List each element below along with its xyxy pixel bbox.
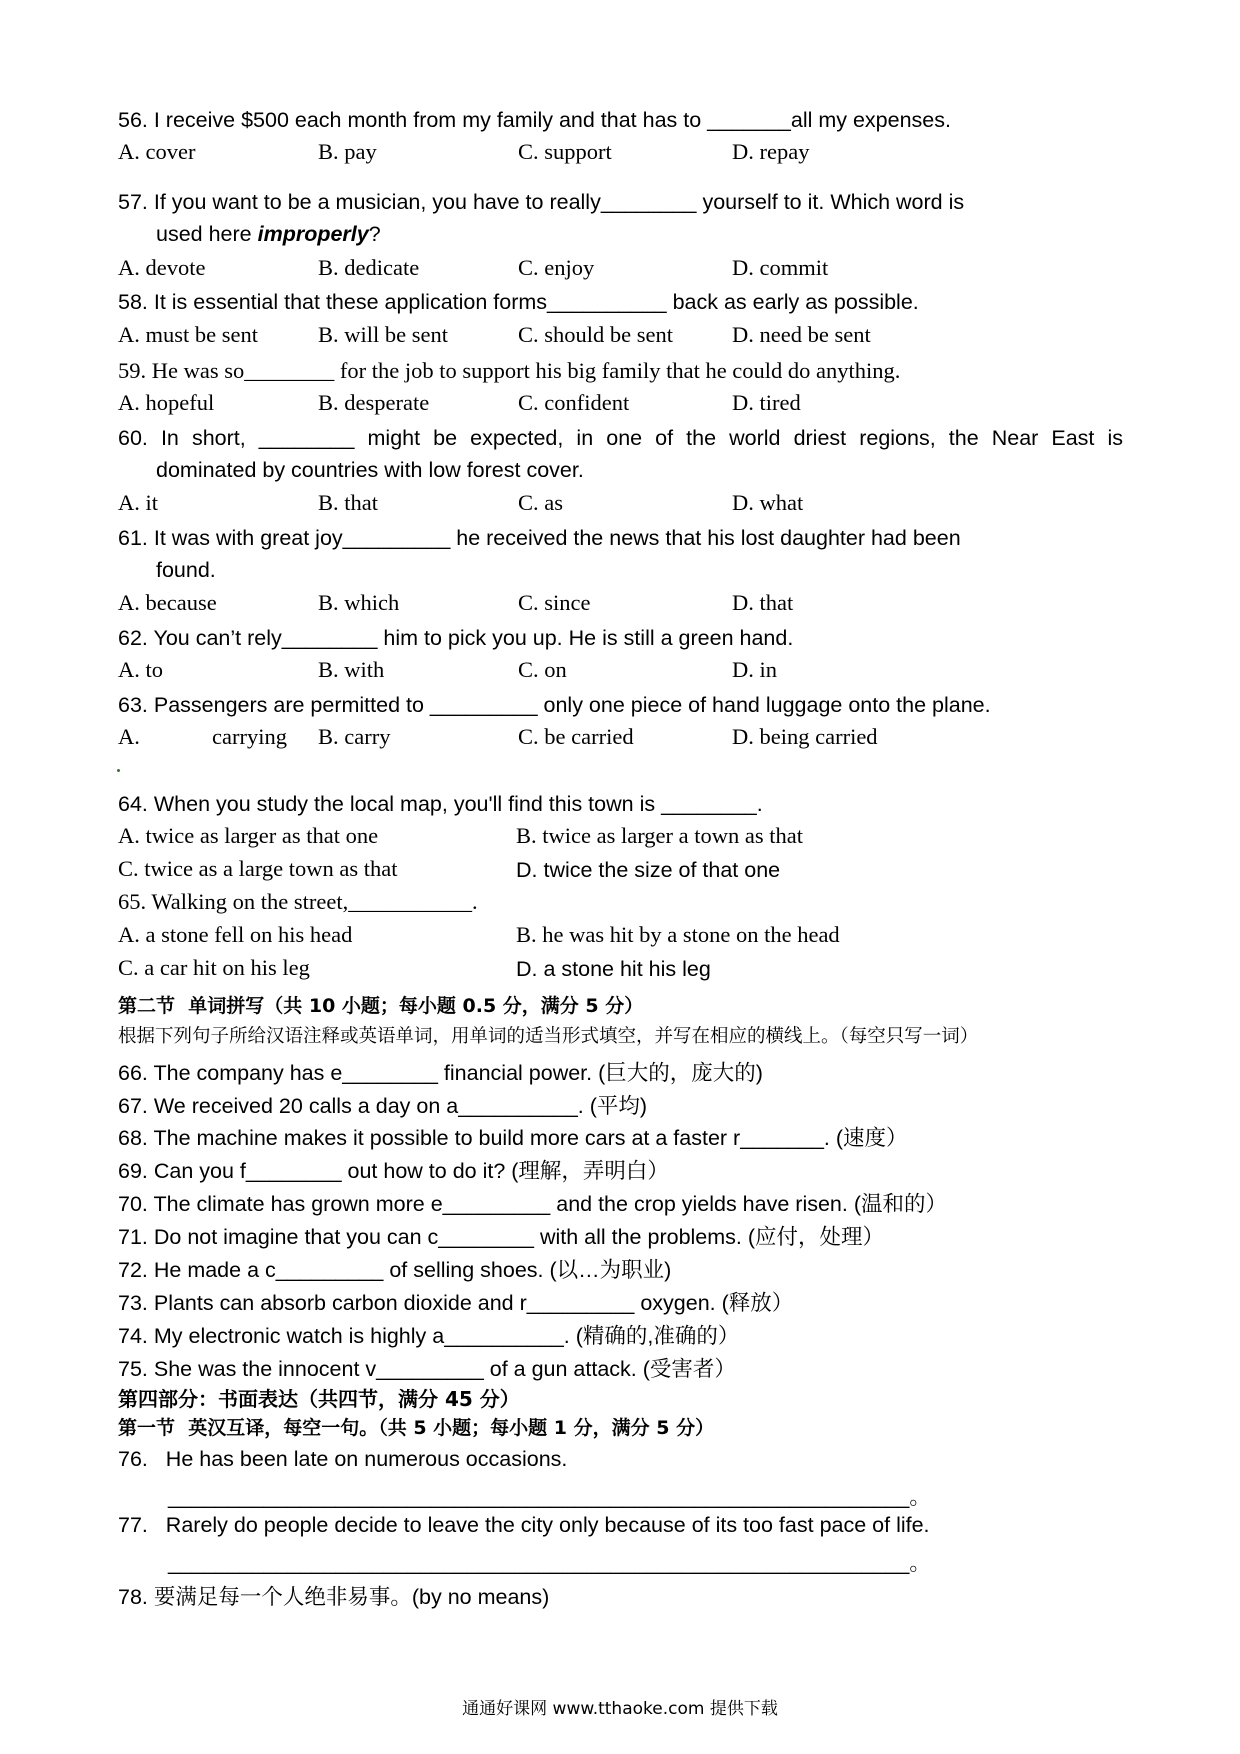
page-footer: 通通好课网 www.tthaoke.com 提供下载 [462, 1699, 778, 1719]
option-b: B. desperate [318, 390, 430, 415]
option-a: A. because [118, 590, 217, 615]
option-d: D. that [732, 590, 794, 615]
item-67: 67. We received 20 calls a day on a__________. (平均) [118, 1094, 648, 1118]
option-d: D. tired [732, 390, 801, 415]
answer-line-76: ______________________________________________________________。 [168, 1485, 931, 1509]
option-b: B. pay [318, 139, 377, 164]
option-d: D. repay [732, 139, 810, 164]
item-70: 70. The climate has grown more e_________ and the crop yields have risen. (温和的） [118, 1192, 947, 1216]
option-c: C. on [518, 657, 567, 682]
option-a: A. a stone fell on his head [118, 922, 353, 947]
answer-line-77: ______________________________________________________________。 [168, 1551, 931, 1575]
option-d: D. what [732, 490, 804, 515]
option-c: C. support [518, 139, 612, 164]
option-d: D. twice the size of that one [516, 858, 781, 882]
option-d: D. commit [732, 255, 829, 280]
option-b: B. he was hit by a stone on the head [516, 922, 840, 947]
item-75: 75. She was the innocent v_________ of a gun attack. (受害者） [118, 1357, 736, 1381]
question-65: 65. Walking on the street,___________. [118, 889, 478, 914]
question-61: 61. It was with great joy_________ he received the news that his lost daughter had been [118, 526, 961, 550]
option-a: A. twice as larger as that one [118, 823, 379, 848]
item-77: 77. Rarely do people decide to leave the city only because of its too fast pace of life. [118, 1513, 930, 1537]
question-58: 58. It is essential that these application forms__________ back as early as possible. [118, 290, 919, 314]
option-d: D. in [732, 657, 777, 682]
option-d: D. need be sent [732, 322, 871, 347]
option-a: A. hopeful [118, 390, 215, 415]
question-64: 64. When you study the local map, you'll find this town is ________. [118, 792, 763, 816]
question-57-line2: used here improperly? [156, 222, 381, 246]
option-c: C. as [518, 490, 563, 515]
option-b: B. will be sent [318, 322, 448, 347]
part-4-title: 第四部分：书面表达（共四节，满分 45 分） [118, 1387, 520, 1411]
option-c: C. enjoy [518, 255, 595, 280]
option-b: B. twice as larger a town as that [516, 823, 803, 848]
option-c: C. a car hit on his leg [118, 955, 310, 980]
option-a-text: carrying [212, 724, 287, 749]
part-4-section-1-title: 第一节 英汉互译，每空一句。（共 5 小题；每小题 1 分，满分 5 分） [118, 1417, 715, 1439]
question-60: 60. In short, ________ might be expected, in one of the world driest regions, the Near East is [118, 426, 1123, 450]
option-b: B. carry [318, 724, 391, 749]
question-63: 63. Passengers are permitted to _________ only one piece of hand luggage onto the plane. [118, 693, 991, 717]
option-b: B. with [318, 657, 385, 682]
section-2-instruction: 根据下列句子所给汉语注释或英语单词，用单词的适当形式填空，并写在相应的横线上。（每空只写一词） [118, 1026, 979, 1047]
item-76: 76. He has been late on numerous occasions. [118, 1447, 568, 1471]
option-b: B. dedicate [318, 255, 420, 280]
option-a: A. devote [118, 255, 206, 280]
option-c: C. since [518, 590, 591, 615]
option-c: C. twice as a large town as that [118, 856, 398, 881]
option-a: A. cover [118, 139, 196, 164]
option-c: C. be carried [518, 724, 634, 749]
question-60-line2: dominated by countries with low forest cover. [156, 458, 584, 482]
item-69: 69. Can you f________ out how to do it? (理解，弄明白） [118, 1159, 669, 1183]
option-a: A. it [118, 490, 159, 515]
option-a: A. [118, 724, 140, 749]
emphasis-word: improperly [257, 222, 369, 246]
item-71: 71. Do not imagine that you can c________ with all the problems. (应付，处理） [118, 1225, 885, 1249]
section-2-title: 第二节 单词拼写（共 10 小题；每小题 0.5 分，满分 5 分） [118, 995, 644, 1017]
question-62: 62. You can’t rely________ him to pick you up. He is still a green hand. [118, 626, 794, 650]
stray-mark [117, 769, 120, 772]
option-a: A. must be sent [118, 322, 258, 347]
option-b: B. which [318, 590, 400, 615]
item-66: 66. The company has e________ financial power. (巨大的，庞大的) [118, 1061, 763, 1085]
item-74: 74. My electronic watch is highly a__________. (精确的,准确的） [118, 1324, 740, 1348]
option-c: C. confident [518, 390, 630, 415]
item-78: 78. 要满足每一个人绝非易事。(by no means) [118, 1585, 550, 1609]
option-d: D. being carried [732, 724, 878, 749]
item-72: 72. He made a c_________ of selling shoes. (以…为职业) [118, 1258, 672, 1282]
option-c: C. should be sent [518, 322, 673, 347]
question-59: 59. He was so________ for the job to support his big family that he could do anything. [118, 358, 901, 383]
option-d: D. a stone hit his leg [516, 957, 711, 981]
item-73: 73. Plants can absorb carbon dioxide and r_________ oxygen. (释放） [118, 1291, 794, 1315]
question-61-line2: found. [156, 558, 216, 582]
question-56: 56. I receive $500 each month from my family and that has to _______all my expenses. [118, 108, 951, 132]
option-a: A. to [118, 657, 163, 682]
option-b: B. that [318, 490, 378, 515]
question-57: 57. If you want to be a musician, you have to really________ yourself to it. Which word is [118, 190, 965, 214]
item-68: 68. The machine makes it possible to build more cars at a faster r_______. (速度） [118, 1126, 908, 1150]
